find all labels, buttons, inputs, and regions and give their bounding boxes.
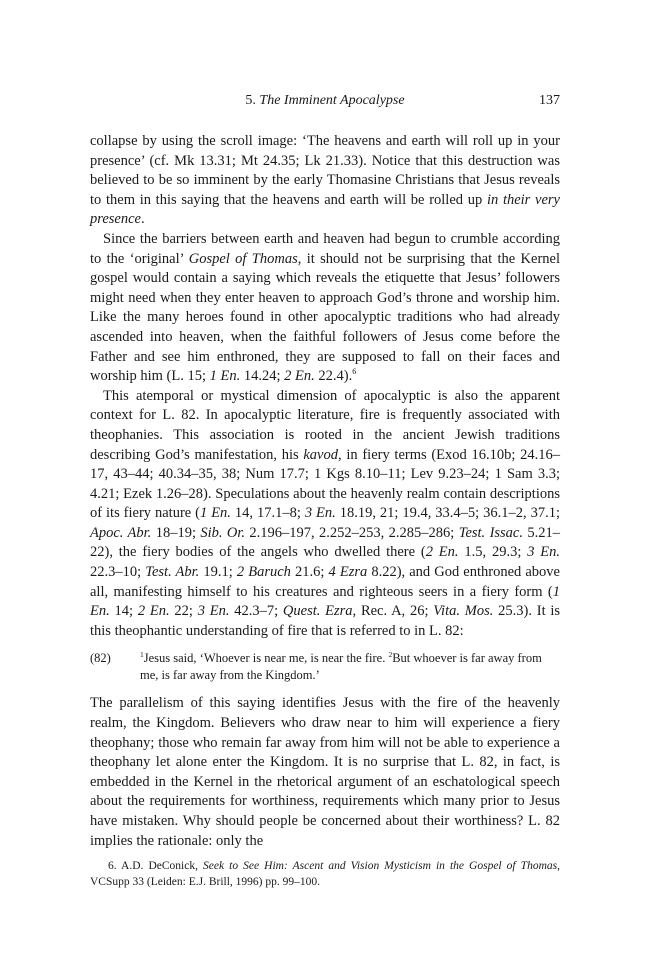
paragraph [90,694,560,851]
running-head [90,93,560,111]
text-run: 18.19, 21; 19.4, 33.4–5; 36.1–2, 37.1; [335,505,561,522]
italic-text: 3 En. [527,544,560,561]
italic-text: Seek to See Him: Ascent and Vision Mysticism in the Gospel of Thomas [203,860,558,872]
text-run: Since the barriers between earth and heaven had begun to crumble according to the ‘original’ [90,230,560,267]
chapter-heading [90,93,560,109]
text-run: 14; [109,603,138,620]
saying-number: (82) [90,651,111,666]
chapter-title: The Imminent Apocalypse [259,93,405,108]
text-run: collapse by using the scroll image: ‘The heavens and earth will roll up in your presence’ (cf. Mk 13.31; Mt 24.35; Lk 21.33). Notice that this destruction was believed to be so imminent by the early Thomasine Christians that Jesus reveals to them in this saying that the heavens and earth will be rolled up [90,133,560,208]
text-run: 22.3–10; [90,564,146,581]
text-run: Jesus said, ‘Whoever is near me, is near the fire. [143,651,389,666]
saying-text [140,651,542,682]
text-run: 22; [169,603,198,620]
text-run: 14.24; [240,368,285,385]
text-run: 25.3). It is this theophantic understanding of fire that is referred to in L. 82: [90,603,561,639]
note-reference: 1 [140,650,144,660]
italic-text: 3 En. [197,603,230,620]
paragraph [90,387,560,642]
italic-text: Gospel of Thomas [188,250,298,267]
text-run: The parallelism of this saying identifies Jesus with the fire of the heavenly realm, the Kingdom. Believers who draw near to him will experience a fiery theophany; those who remain far away from him will not be able to experience a theophany let alone enter the Kingdom. It is no surprise that L. 82, in fact, is embedded in the Kernel in the rhetorical argument of an eschatological speech about the requirements for worthiness, requirements which many prior to Jesus have mistaken. Why should people be concerned about their worthiness? L. 82 implies the rationale: only the [90,695,560,849]
italic-text: 1 En. [200,505,231,522]
body-text [90,132,560,851]
italic-text: 1 En. [90,583,560,620]
paragraph [90,132,560,230]
italic-text: Test. Abr. [145,564,200,581]
italic-text: Test. Issac. [458,524,523,541]
italic-text: in their very presence [90,191,560,228]
block-quote-saying [90,650,560,684]
paragraph [90,230,560,387]
italic-text: 3 En. [304,505,336,522]
text-run: 6. A.D. DeConick, [108,860,204,872]
text-run: , it should not be surprising that the Kernel gospel would contain a saying which reveals the etiquette that Jesus’ followers might need when they enter heaven to approach God’s throne and worship him. Like the many heroes found in other apocalyptic traditions who had already ascended into heaven, when the faithful followers of Jesus come before the Father and see him enthroned, they are supposed to fall on their faces and worship him (L. 15; [90,250,560,385]
italic-text: 4 Ezra [328,564,368,581]
italic-text: kavod [303,446,338,463]
text-run: 19.1; [199,564,237,581]
text-run: , in fiery terms (Exod 16.10b; 24.16–17, 43–44; 40.34–35, 38; Num 17.7; 1 Kgs 8.10–11; Lev 9.23–24; 1 Sam 3.3; 4.21; Ezek 1.26–28). Speculations about the heavenly realm contain descriptions of its fiery nature ( [90,446,560,522]
text-run: But whoever is far away from me, is far away from the Kingdom.’ [140,651,542,683]
text-run: , VCSupp 33 (Leiden: E.J. Brill, 1996) pp. 99–100. [90,860,560,888]
italic-text: Sib. Or. [200,524,246,541]
italic-text: 2 En. [284,368,315,385]
note-reference: 2 [388,650,393,660]
page-number: 137 [539,93,560,108]
text-run: 21.6; [290,564,329,581]
italic-text: Apoc. Abr. [90,524,152,541]
chapter-number: 5. [245,93,256,108]
text-run: 2.196–197, 2.252–253, 2.285–286; [245,524,459,541]
text-run: 22.4). [314,368,353,385]
italic-text: 1 En. [209,368,241,385]
text-run: 5.21–22), the fiery bodies of the angels who dwelled there ( [90,524,561,561]
italic-text: Quest. Ezra [282,603,353,620]
text-run: . [141,211,145,228]
footnote [90,858,560,890]
italic-text: 2 Baruch [236,564,291,581]
text-run: This atemporal or mystical dimension of apocalyptic is also the apparent context for L. 82. In apocalyptic literature, fire is frequently associated with theophanies. This association is rooted in the ancient Jewish traditions describing God’s manifestation, his [90,387,560,463]
italic-text: 2 En. [137,603,170,620]
text-run: 42.3–7; [229,603,283,620]
text-run: 14, 17.1–8; [230,505,305,522]
note-reference: 6 [352,367,357,377]
text-run: 1.5, 29.3; [458,544,528,561]
text-run: , Rec. A, 26; [352,603,434,620]
text-run: 8.22), and God enthroned above all, manifesting himself to his creatures and righteous seers in a fiery form ( [90,564,560,600]
italic-text: Vita. Mos. [433,603,494,620]
text-run: 18–19; [151,524,201,541]
italic-text: 2 En. [425,544,459,561]
